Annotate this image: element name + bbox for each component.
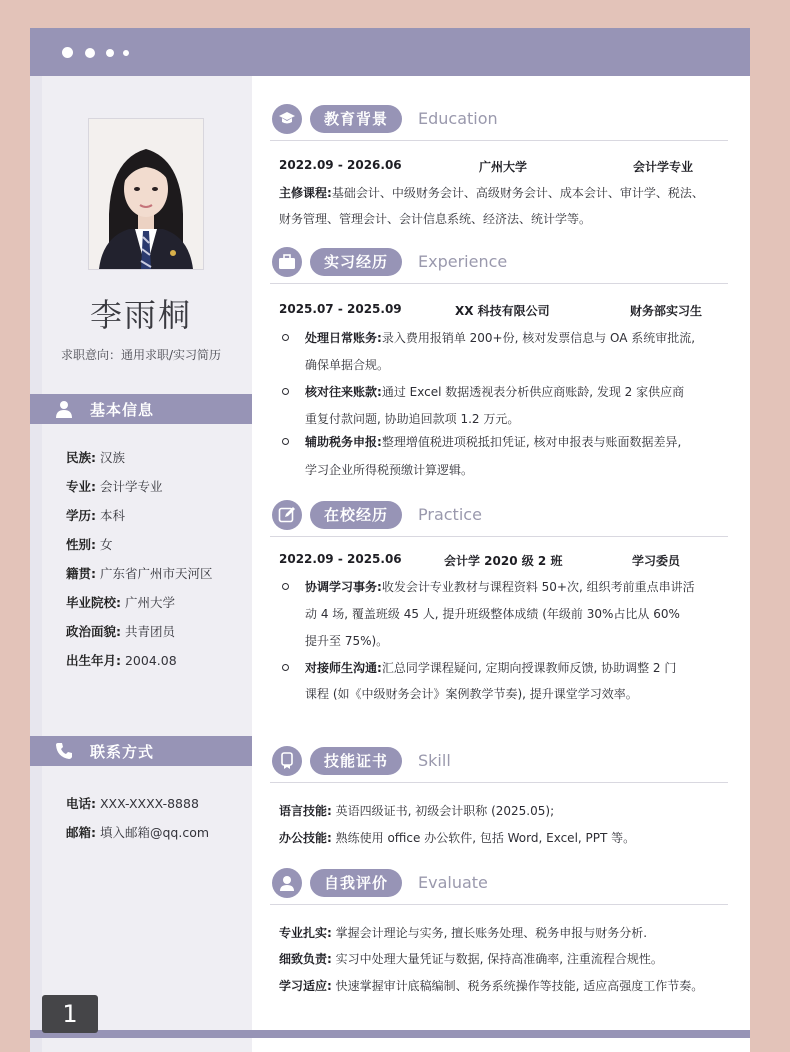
evaluate-title: 自我评价 — [310, 869, 402, 897]
window-dot — [62, 47, 73, 58]
briefcase-icon — [272, 247, 302, 277]
evaluate-item: 细致负责: 实习中处理大量凭证与数据, 保持高准确率, 注重流程合规性。 — [279, 952, 663, 966]
divider — [270, 283, 728, 284]
person-icon — [55, 400, 73, 418]
education-title-en: Education — [418, 109, 498, 128]
profile-photo — [88, 118, 204, 270]
job-intent: 求职意向：通用求职/实习简历 — [60, 348, 222, 362]
info-birth: 出生年月: 2004.08 — [66, 653, 177, 668]
experience-role: 财务部实习生 — [630, 304, 703, 318]
practice-org: 会计学 2020 级 2 班 — [444, 554, 563, 568]
basic-info-header — [30, 394, 252, 424]
practice-item-cont: 动 4 场, 覆盖班级 45 人, 提升班级整体成绩 (年级前 30%占比从 60% — [305, 607, 680, 621]
skill-title: 技能证书 — [310, 747, 402, 775]
bullet — [282, 388, 289, 395]
skill-title-en: Skill — [418, 751, 451, 770]
window-dot — [123, 50, 129, 56]
page-number-badge: 1 — [42, 995, 98, 1033]
education-title: 教育背景 — [310, 105, 402, 133]
basic-info-title: 基本信息 — [90, 401, 155, 419]
contact-title: 联系方式 — [90, 743, 155, 761]
window-dot — [106, 49, 114, 57]
sidebar-strip — [30, 76, 42, 1052]
practice-item-cont: 提升至 75%)。 — [305, 634, 389, 648]
bullet — [282, 583, 289, 590]
bottom-bar — [30, 1030, 750, 1038]
info-school: 毕业院校: 广州大学 — [66, 595, 175, 610]
info-ethnicity: 民族: 汉族 — [66, 450, 125, 465]
practice-title: 在校经历 — [310, 501, 402, 529]
skill-item: 办公技能: 熟练使用 office 办公软件, 包括 Word, Excel, PPT 等。 — [279, 831, 636, 845]
info-gender: 性别: 女 — [66, 537, 113, 552]
education-period: 2022.09 - 2026.06 — [279, 158, 402, 172]
skill-header — [270, 744, 730, 778]
evaluate-item: 专业扎实: 掌握会计理论与实务, 擅长账务处理、税务申报与财务分析. — [279, 926, 648, 940]
experience-item: 辅助税务申报:整理增值税进项税抵扣凭证, 核对申报表与账面数据差异, — [305, 435, 682, 449]
experience-item-cont: 确保单据合规。 — [305, 358, 390, 372]
experience-company: XX 科技有限公司 — [455, 304, 550, 318]
divider — [270, 904, 728, 905]
practice-header — [270, 498, 730, 532]
education-header — [270, 102, 730, 136]
divider — [270, 536, 728, 537]
experience-item: 核对往来账款:通过 Excel 数据透视表分析供应商账龄, 发现 2 家供应商 — [305, 385, 685, 399]
experience-period: 2025.07 - 2025.09 — [279, 302, 402, 316]
bullet — [282, 664, 289, 671]
resume-page — [30, 28, 750, 1052]
skill-item: 语言技能: 英语四级证书, 初级会计职称 (2025.05); — [279, 804, 555, 818]
evaluate-title-en: Evaluate — [418, 873, 488, 892]
education-school: 广州大学 — [479, 160, 528, 174]
education-major: 会计学专业 — [633, 160, 694, 174]
practice-item-cont: 课程 (如《中级财务会计》案例教学节奏), 提升课堂学习效率。 — [305, 687, 638, 701]
evaluate-item: 学习适应: 快速掌握审计底稿编制、税务系统操作等技能, 适应高强度工作节奏。 — [279, 979, 704, 993]
practice-item: 对接师生沟通:汇总同学课程疑问, 定期向授课教师反馈, 协助调整 2 门 — [305, 661, 677, 675]
edit-icon — [272, 500, 302, 530]
divider — [270, 782, 728, 783]
candidate-name: 李雨桐 — [89, 296, 192, 334]
info-political: 政治面貌: 共青团员 — [66, 624, 175, 639]
bullet — [282, 334, 289, 341]
evaluate-header — [270, 866, 730, 900]
top-bar — [30, 28, 750, 76]
experience-title: 实习经历 — [310, 248, 402, 276]
experience-item-cont: 重复付款问题, 协助追回款项 1.2 万元。 — [305, 412, 520, 426]
practice-period: 2022.09 - 2025.06 — [279, 552, 402, 566]
practice-item: 协调学习事务:收发会计专业教材与课程资料 50+次, 组织考前重点串讲活 — [305, 580, 695, 594]
info-major: 专业: 会计学专业 — [66, 479, 163, 494]
contact-header — [30, 736, 252, 766]
person-icon — [272, 868, 302, 898]
experience-title-en: Experience — [418, 252, 508, 271]
experience-item: 处理日常账务:录入费用报销单 200+份, 核对发票信息与 OA 系统审批流, — [305, 331, 696, 345]
phone-icon — [55, 742, 73, 760]
info-degree: 学历: 本科 — [66, 508, 125, 523]
education-courses-cont: 财务管理、管理会计、会计信息系统、经济法、统计学等。 — [279, 212, 592, 226]
education-courses: 主修课程:基础会计、中级财务会计、高级财务会计、成本会计、审计学、税法、 — [279, 186, 704, 200]
experience-header — [270, 245, 730, 279]
contact-phone: 电话: XXX-XXXX-8888 — [66, 796, 199, 811]
bullet — [282, 438, 289, 445]
experience-item-cont: 学习企业所得税预缴计算逻辑。 — [305, 463, 474, 477]
window-dot — [85, 48, 95, 58]
contact-email: 邮箱: 填入邮箱@qq.com — [66, 825, 210, 840]
graduation-cap-icon — [272, 104, 302, 134]
practice-role: 学习委员 — [632, 554, 681, 568]
divider — [270, 140, 728, 141]
info-hometown: 籍贯: 广东省广州市天河区 — [66, 566, 213, 581]
practice-title-en: Practice — [418, 505, 482, 524]
certificate-icon — [272, 746, 302, 776]
